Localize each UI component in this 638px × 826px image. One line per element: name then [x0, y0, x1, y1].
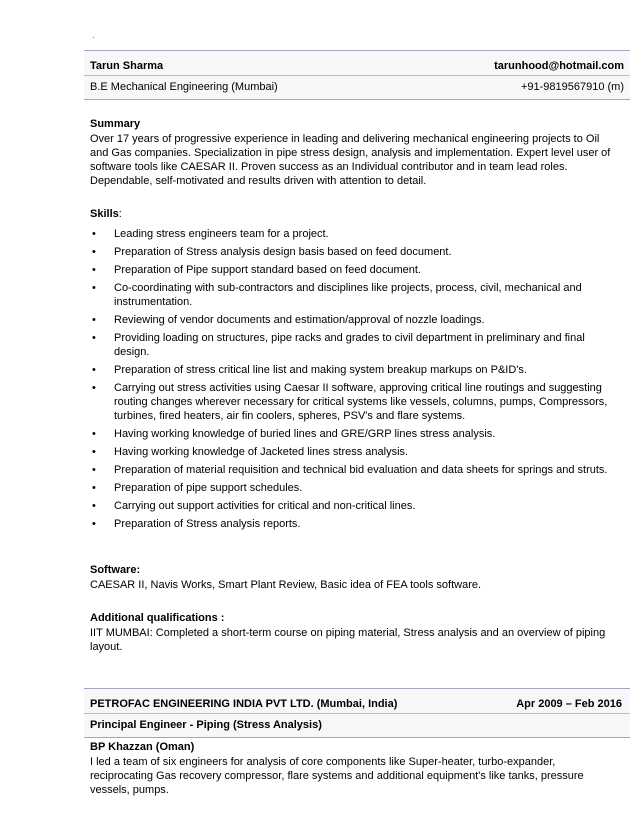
skill-text: Carrying out stress activities using Caesar II software, approving critical line routings and suggesting routing changes wherever necessary for critical systems like vessels, columns, pumps, Compressors, turbines, fired heaters, air fin coolers, spheres, PSV's and flare systems.	[114, 382, 608, 422]
project-section	[90, 740, 620, 797]
job-row-2	[90, 716, 622, 734]
project-text: I led a team of six engineers for analysis of core components like Super-heater, turbo-expander, reciprocating Gas recovery compressor, flare systems and additional equipment's like tanks, pressure vessels, pumps.	[90, 756, 584, 796]
bullet-icon: •	[92, 314, 96, 326]
header-divider	[84, 75, 630, 76]
additional-section	[90, 611, 620, 654]
skill-text: Reviewing of vendor documents and estimation/approval of nozzle loadings.	[114, 314, 485, 326]
skill-text: Preparation of material requisition and technical bid evaluation and data sheets for springs and struts.	[114, 464, 608, 476]
additional-title: Additional qualifications :	[90, 612, 225, 624]
skill-item	[90, 445, 620, 459]
candidate-phone: +91-9819567910 (m)	[520, 81, 624, 93]
summary-section	[90, 117, 620, 188]
job-row-1	[90, 695, 622, 713]
software-text: CAESAR II, Navis Works, Smart Plant Review, Basic idea of FEA tools software.	[90, 579, 482, 591]
skill-text: Carrying out support activities for critical and non-critical lines.	[114, 500, 416, 512]
skill-text: Preparation of Stress analysis design basis based on feed document.	[114, 246, 452, 258]
skill-text: Providing loading on structures, pipe racks and grades to civil department in preliminary and final design.	[114, 332, 585, 358]
candidate-degree: B.E Mechanical Engineering (Mumbai)	[90, 81, 278, 93]
skill-item	[90, 313, 620, 327]
skill-text: Having working knowledge of buried lines and GRE/GRP lines stress analysis.	[114, 428, 496, 440]
bullet-icon: •	[92, 428, 96, 440]
skill-item	[90, 245, 620, 259]
skill-text: Preparation of pipe support schedules.	[114, 482, 303, 494]
job-header	[84, 688, 630, 738]
skills-colon: :	[118, 208, 122, 220]
skill-item	[90, 331, 620, 359]
skills-heading	[90, 207, 620, 221]
software-section	[90, 563, 620, 592]
job-company: PETROFAC ENGINEERING INDIA PVT LTD. (Mumbai, India)	[90, 698, 398, 710]
bullet-icon: •	[92, 332, 96, 344]
bullet-icon: •	[92, 518, 96, 530]
skill-text: Preparation of Stress analysis reports.	[114, 518, 301, 530]
summary-title: Summary	[90, 118, 141, 130]
skill-text: Co-coordinating with sub-contractors and disciplines like projects, process, civil, mechanical and instrumentation.	[114, 282, 582, 308]
skill-item	[90, 381, 620, 423]
job-role: Principal Engineer - Piping (Stress Analysis)	[90, 719, 322, 731]
project-title: BP Khazzan (Oman)	[90, 741, 195, 753]
skill-text: Preparation of stress critical line list and making system breakup markups on P&ID's.	[114, 364, 527, 376]
bullet-icon: •	[92, 228, 96, 240]
candidate-email: tarunhood@hotmail.com	[494, 60, 624, 72]
bullet-icon: •	[92, 500, 96, 512]
skill-item	[90, 227, 620, 241]
contact-row-2	[90, 78, 624, 96]
software-title: Software:	[90, 564, 141, 576]
bullet-icon: •	[92, 264, 96, 276]
skills-list	[90, 227, 620, 531]
skill-item	[90, 499, 620, 513]
job-dates: Apr 2009 – Feb 2016	[516, 698, 622, 710]
skill-item	[90, 281, 620, 309]
skills-title: Skills	[90, 208, 119, 220]
page-mark: ·	[92, 32, 95, 42]
skill-item	[90, 463, 620, 477]
skill-text: Having working knowledge of Jacketed lines stress analysis.	[114, 446, 409, 458]
contact-header	[84, 50, 630, 100]
summary-text: Over 17 years of progressive experience in leading and delivering mechanical engineering projects to Oil and Gas companies. Specialization in pipe stress design, analysis and implementation. Expert level user of software tools like CAESAR II. Proven success as an Individual contributor and in team lead roles. Dependable, self-motivated and results driven with attention to detail.	[90, 133, 611, 187]
skill-item	[90, 427, 620, 441]
contact-row-1	[90, 57, 624, 75]
skill-text: Preparation of Pipe support standard based on feed document.	[114, 264, 421, 276]
candidate-name: Tarun Sharma	[90, 60, 164, 72]
additional-text: IIT MUMBAI: Completed a short-term course on piping material, Stress analysis and an overview of piping layout.	[90, 627, 606, 653]
bullet-icon: •	[92, 382, 96, 394]
skill-item	[90, 481, 620, 495]
skill-item	[90, 363, 620, 377]
skill-item	[90, 517, 620, 531]
skill-item	[90, 263, 620, 277]
bullet-icon: •	[92, 364, 96, 376]
bullet-icon: •	[92, 482, 96, 494]
skills-section	[90, 207, 620, 535]
job-divider	[84, 713, 630, 714]
bullet-icon: •	[92, 282, 96, 294]
bullet-icon: •	[92, 246, 96, 258]
bullet-icon: •	[92, 446, 96, 458]
bullet-icon: •	[92, 464, 96, 476]
skill-text: Leading stress engineers team for a project.	[114, 228, 329, 240]
